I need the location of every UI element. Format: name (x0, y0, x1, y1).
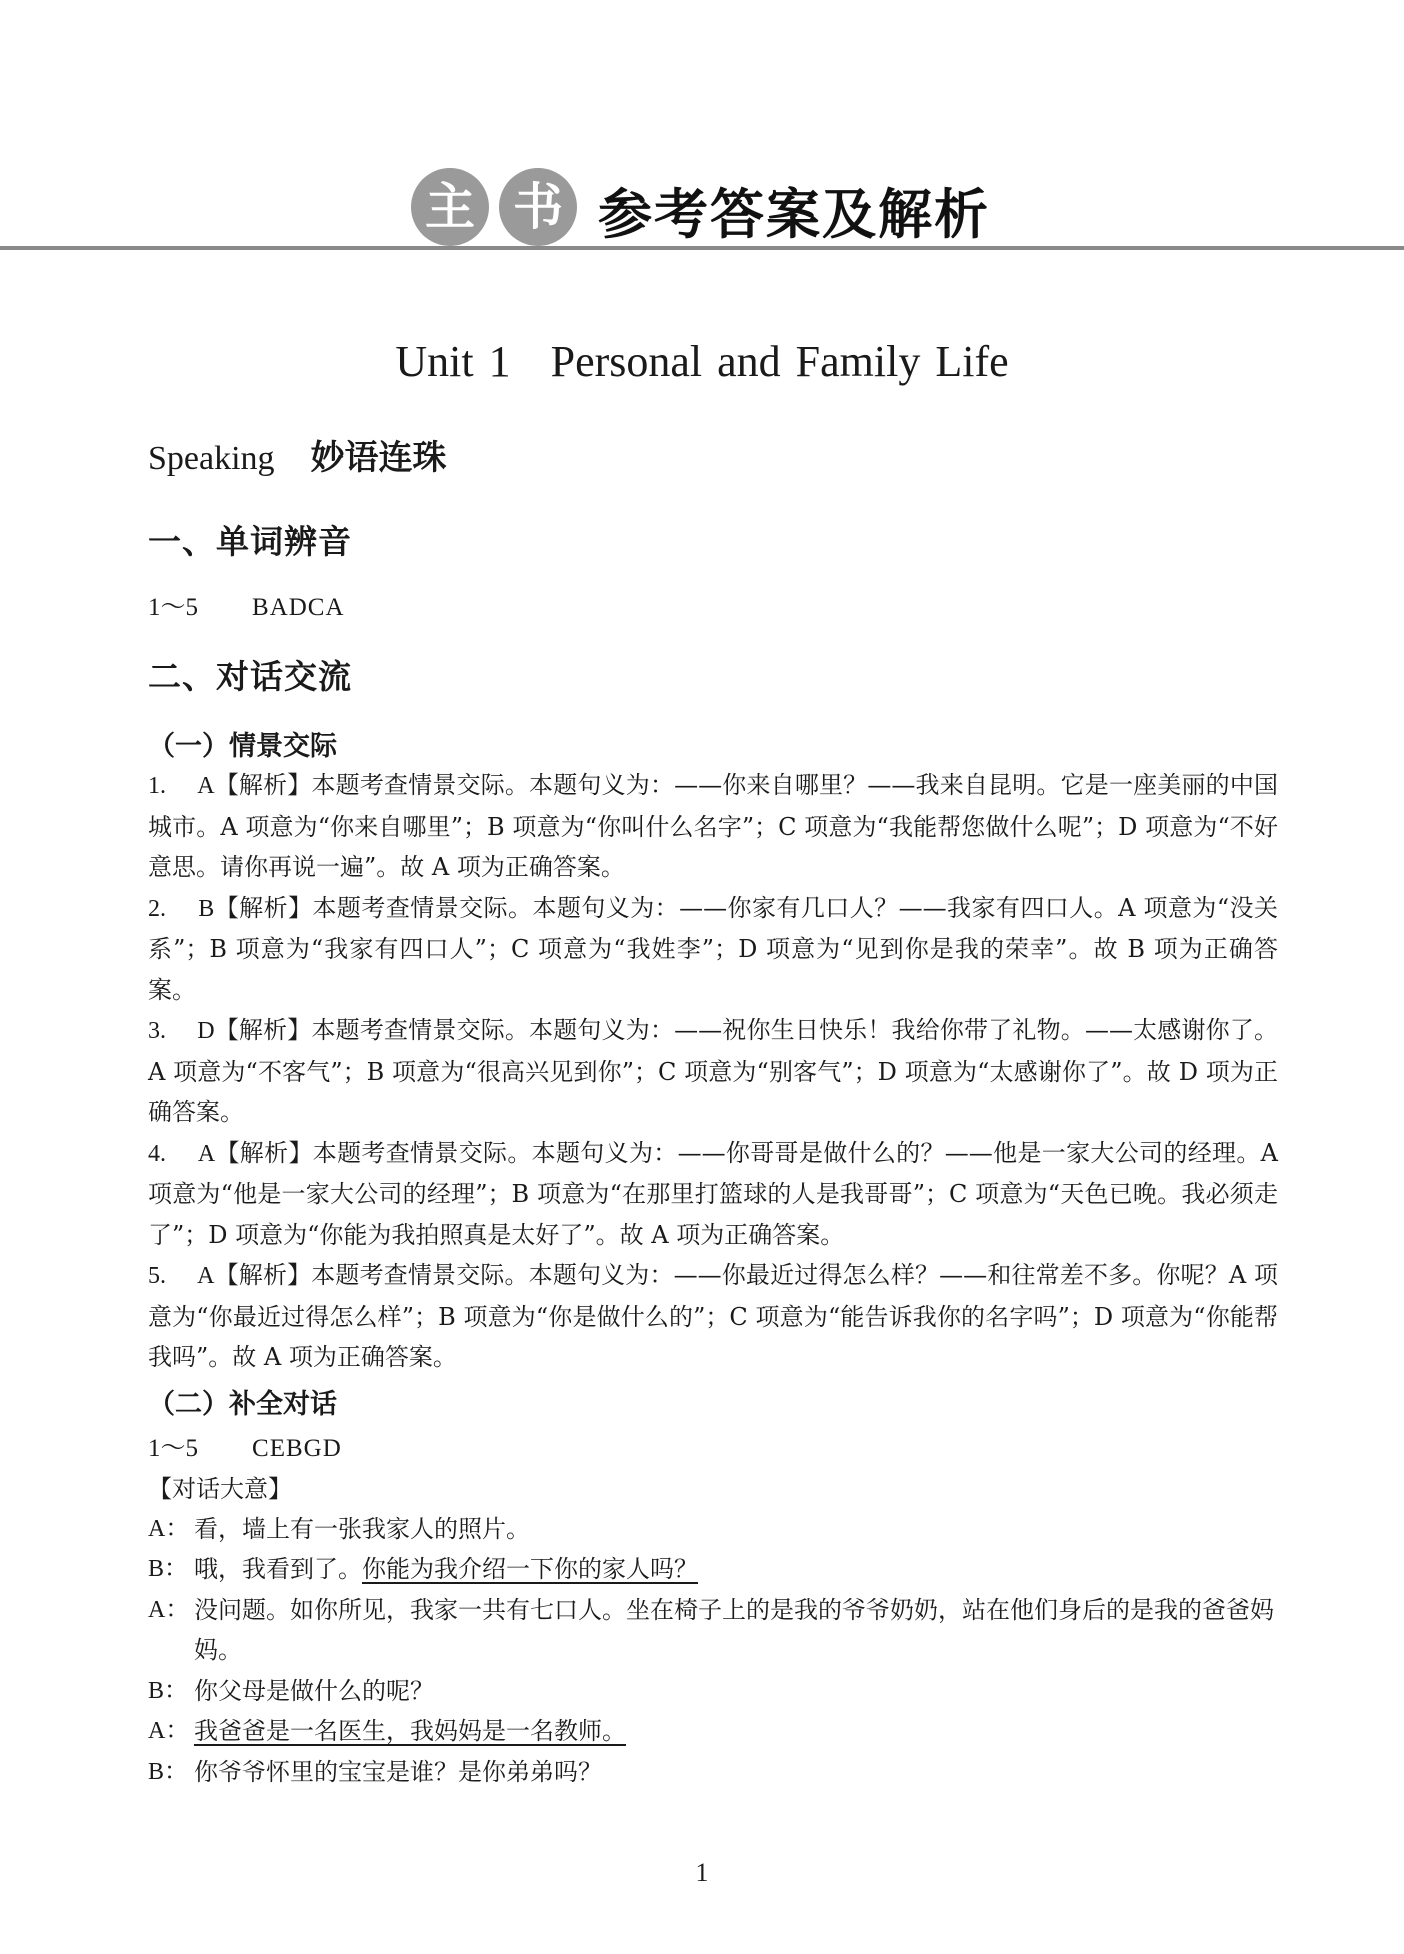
section1-range: 1～5 (148, 594, 199, 621)
explanation-item (148, 765, 1278, 888)
header-badge-book: 书 (499, 168, 577, 246)
dialogue-summary-title: 【对话大意】 (148, 1474, 292, 1503)
dialogue-text: 哦，我看到了。 (194, 1555, 362, 1583)
dialogue-speaker: A： (148, 1718, 190, 1744)
header-badge-main: 主 (411, 168, 489, 246)
dialogue-line (148, 1590, 1278, 1671)
subsection2-range: 1～5 (148, 1434, 199, 1462)
item-answer: B (198, 895, 215, 922)
speaking-heading-en: Speaking (148, 440, 275, 477)
unit-name: Personal and Family Life (550, 337, 1009, 386)
dialogue-text: 你父母是做什么的呢？ (194, 1676, 434, 1705)
explanation-item (148, 1010, 1278, 1133)
section1-heading: 一、单词辨音 (148, 522, 352, 561)
dialogue-text: 没问题。如你所见，我家一共有七口人。坐在椅子上的是我的爷爷奶奶，站在他们身后的是我的爸爸妈妈。 (194, 1595, 1274, 1664)
answer-content (148, 428, 1278, 1792)
explanation-item (148, 1255, 1278, 1378)
dialogue-line (148, 1509, 1278, 1550)
dialogue-line (148, 1752, 1278, 1793)
item-number: 5. (148, 1263, 166, 1289)
page-number: 1 (695, 1858, 709, 1887)
unit-title (0, 336, 1404, 387)
item-number: 1. (148, 773, 166, 799)
item-number: 4. (148, 1140, 166, 1167)
item-answer: A (197, 1263, 215, 1289)
speaking-heading-zh: 妙语连珠 (310, 438, 447, 478)
item-number: 3. (148, 1018, 166, 1044)
item-answer: A (197, 1140, 216, 1167)
section1-answer-key: BADCA (252, 594, 345, 621)
dialogue-text: 你爷爷怀里的宝宝是谁？是你弟弟吗？ (194, 1757, 602, 1786)
section1-answers (148, 587, 1278, 623)
item-explanation: 【解析】本题考查情景交际。本题句义为：——你家有几口人？——我家有四口人。A 项意为“没关系”；B 项意为“我家有四口人”；C 项意为“我姓李”；D 项意为“见到你是我的荣幸”。故 B 项为正确答案。 (148, 893, 1278, 1004)
dialogue-speaker: B： (148, 1758, 189, 1785)
item-answer: A (197, 773, 215, 799)
dialogue-answer-underlined: 你能为我介绍一下你的家人吗？ (362, 1555, 698, 1583)
item-explanation: 【解析】本题考查情景交际。本题句义为：——祝你生日快乐！我给你带了礼物。——太感谢你了。A 项意为“不客气”；B 项意为“很高兴见到你”；C 项意为“别客气”；D 项意为“太感谢你了”。故 D 项为正确答案。 (148, 1016, 1279, 1126)
unit-number: Unit 1 (395, 337, 511, 386)
dialogue-speaker: A： (148, 1515, 190, 1542)
explanation-item (148, 888, 1278, 1011)
item-answer: D (197, 1018, 215, 1044)
chapter-header (0, 160, 1404, 260)
dialogue-answer-underlined: 我爸爸是一名医生，我妈妈是一名教师。 (194, 1717, 626, 1745)
subsection2-answers (148, 1429, 1278, 1469)
dialogue-line (148, 1671, 1278, 1712)
explanation-item (148, 1133, 1278, 1256)
subsection1-heading: （一）情景交际 (148, 731, 337, 762)
dialogue-speaker: B： (148, 1556, 189, 1582)
header-divider (0, 246, 1404, 250)
dialogue-line (148, 1549, 1278, 1590)
dialogue-speaker: B： (148, 1677, 189, 1704)
speaking-heading (148, 428, 1278, 488)
dialogue-line (148, 1711, 1278, 1752)
dialogue-text: 看，墙上有一张我家人的照片。 (194, 1514, 530, 1543)
item-number: 2. (148, 895, 166, 922)
dialogue-speaker: A： (148, 1596, 190, 1623)
header-title: 参考答案及解析 (598, 183, 990, 246)
section2-heading: 二、对话交流 (148, 657, 352, 696)
subsection2-heading: （二）补全对话 (148, 1388, 337, 1420)
item-explanation: 【解析】本题考查情景交际。本题句义为：——你来自哪里？——我来自昆明。它是一座美丽的中国城市。A 项意为“你来自哪里”；B 项意为“你叫什么名字”；C 项意为“我能帮您做什么呢”；D 项意为“不好意思。请你再说一遍”。故 A 项为正确答案。 (148, 771, 1279, 881)
item-explanation: 【解析】本题考查情景交际。本题句义为：——你哥哥是做什么的？——他是一家大公司的经理。A 项意为“他是一家大公司的经理”；B 项意为“在那里打篮球的人是我哥哥”；C 项意为“天色已晚。我必须走了”；D 项意为“你能为我拍照真是太好了”。故 A 项为正确答案。 (148, 1138, 1278, 1249)
subsection2-answer-key: CEBGD (252, 1434, 342, 1462)
item-explanation: 【解析】本题考查情景交际。本题句义为：——你最近过得怎么样？——和往常差不多。你呢？A 项意为“你最近过得怎么样”；B 项意为“你是做什么的”；C 项意为“能告诉我你的名字吗”；D 项意为“你能帮我吗”。故 A 项为正确答案。 (148, 1261, 1278, 1371)
